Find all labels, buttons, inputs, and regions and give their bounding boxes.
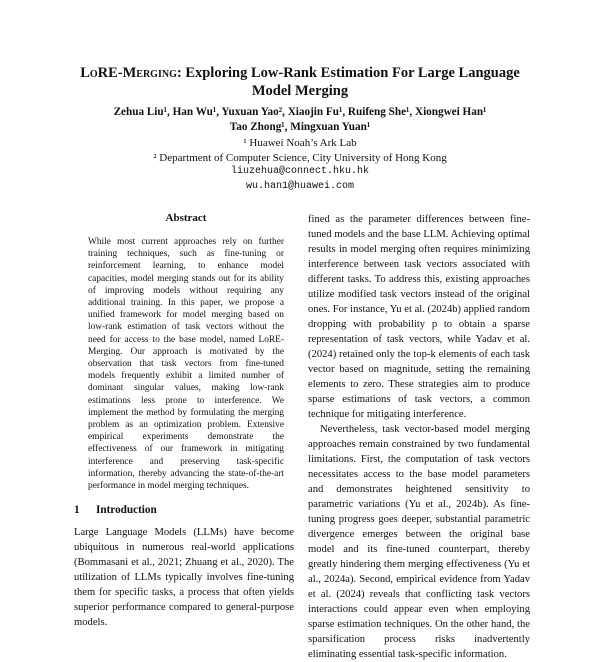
affiliation-1: ¹ Huawei Noah’s Ark Lab <box>243 137 357 149</box>
section-heading-introduction <box>74 504 294 516</box>
paper-title <box>60 64 540 100</box>
abstract-heading: Abstract <box>165 212 207 224</box>
authors-line-2: Tao Zhong¹, Mingxuan Yuan¹ <box>229 121 371 133</box>
email-1: liuzehua@connect.hku.hk <box>230 166 370 177</box>
affiliations <box>60 136 540 194</box>
introduction-body: Large Language Models (LLMs) have become ubiquitous in numerous real-world applications (Bommasani et al., 2021; Zhuang et al., 2020). The utilization of LLMs typically involves fine-tuning them for specific tasks, a process that often yields superior performance compared to general-purpose models. <box>74 527 294 628</box>
right-paragraph-2: Nevertheless, task vector-based model merging approaches remain constrained by two fundamental limitations. First, the computation of task vectors necessitates access to the base model parameters and demonstrates heightened sensitivity to parametric variations (Yu et al., 2024b). As fine-tuning progress goes deeper, substantial parametric divergence emerges between the original base model and its fine-tuned counterpart, thereby greatly hindering them merging effectiveness (Yu et al., 2024a). Second, empirical evidence from Yadav et al. (2024) reveals that conflicting task vectors interactions could appear even when employing sparse estimation techniques. On the other hand, the sparsification process risks inadvertently eliminating essential task-specific information. <box>308 424 530 660</box>
author-list <box>70 105 530 135</box>
section-title: Introduction <box>96 504 157 516</box>
section-number: 1 <box>74 504 80 516</box>
affiliation-2: ² Department of Computer Science, City University of Hong Kong <box>153 151 447 164</box>
method-name: LoRE-Merging <box>80 65 177 81</box>
right-paragraph-1: fined as the parameter differences between fine-tuned models and the base LLM. Achieving optimal results in model merging often requires minimizing interference between task vectors associated with different tasks. To address this, existing approaches utilize modified task vectors instead of the original ones. For instance, Yu et al. (2024b) applied random dropping with probability p to obtain a sparse representation of task vectors, while Yadav et al. (2024) retained only the top-k elements of each task vector based on magnitude, setting the remaining elements to zero. These strategies aim to produce sparse estimations of task vectors, a common technique for mitigating interference. <box>308 214 530 420</box>
title-rest: : Exploring Low-Rank Estimation For Large Language Model Merging <box>176 65 520 99</box>
abstract-body: While most current approaches rely on further training techniques, such as fine-tuning or reinforcement learning, to enhance model capacities, model merging stands out for its ability of improving models without requiring any additional training. In this paper, we propose a unified framework for model merging based on low-rank estimation of task vectors without the need for access to the base model, named LoRE-Merging. Our approach is motivated by the observation that task vectors from fine-tuned models frequently exhibit a limited number of dominant singular values, making low-rank estimations less prone to interference. We implement the method by formulating the merging problem as an optimization problem. Extensive empirical experiments demonstrate the effectiveness of our framework in mitigating interference and preserving task-specific information, thereby advancing the state-of-the-art performance in model merging techniques. <box>88 237 284 492</box>
email-2: wu.han1@huawei.com <box>245 180 355 192</box>
authors-line-1: Zehua Liu¹, Han Wu¹, Yuxuan Yao², Xiaojin Fu¹, Ruifeng She¹, Xiongwei Han¹ <box>113 106 487 118</box>
right-column <box>308 212 530 662</box>
